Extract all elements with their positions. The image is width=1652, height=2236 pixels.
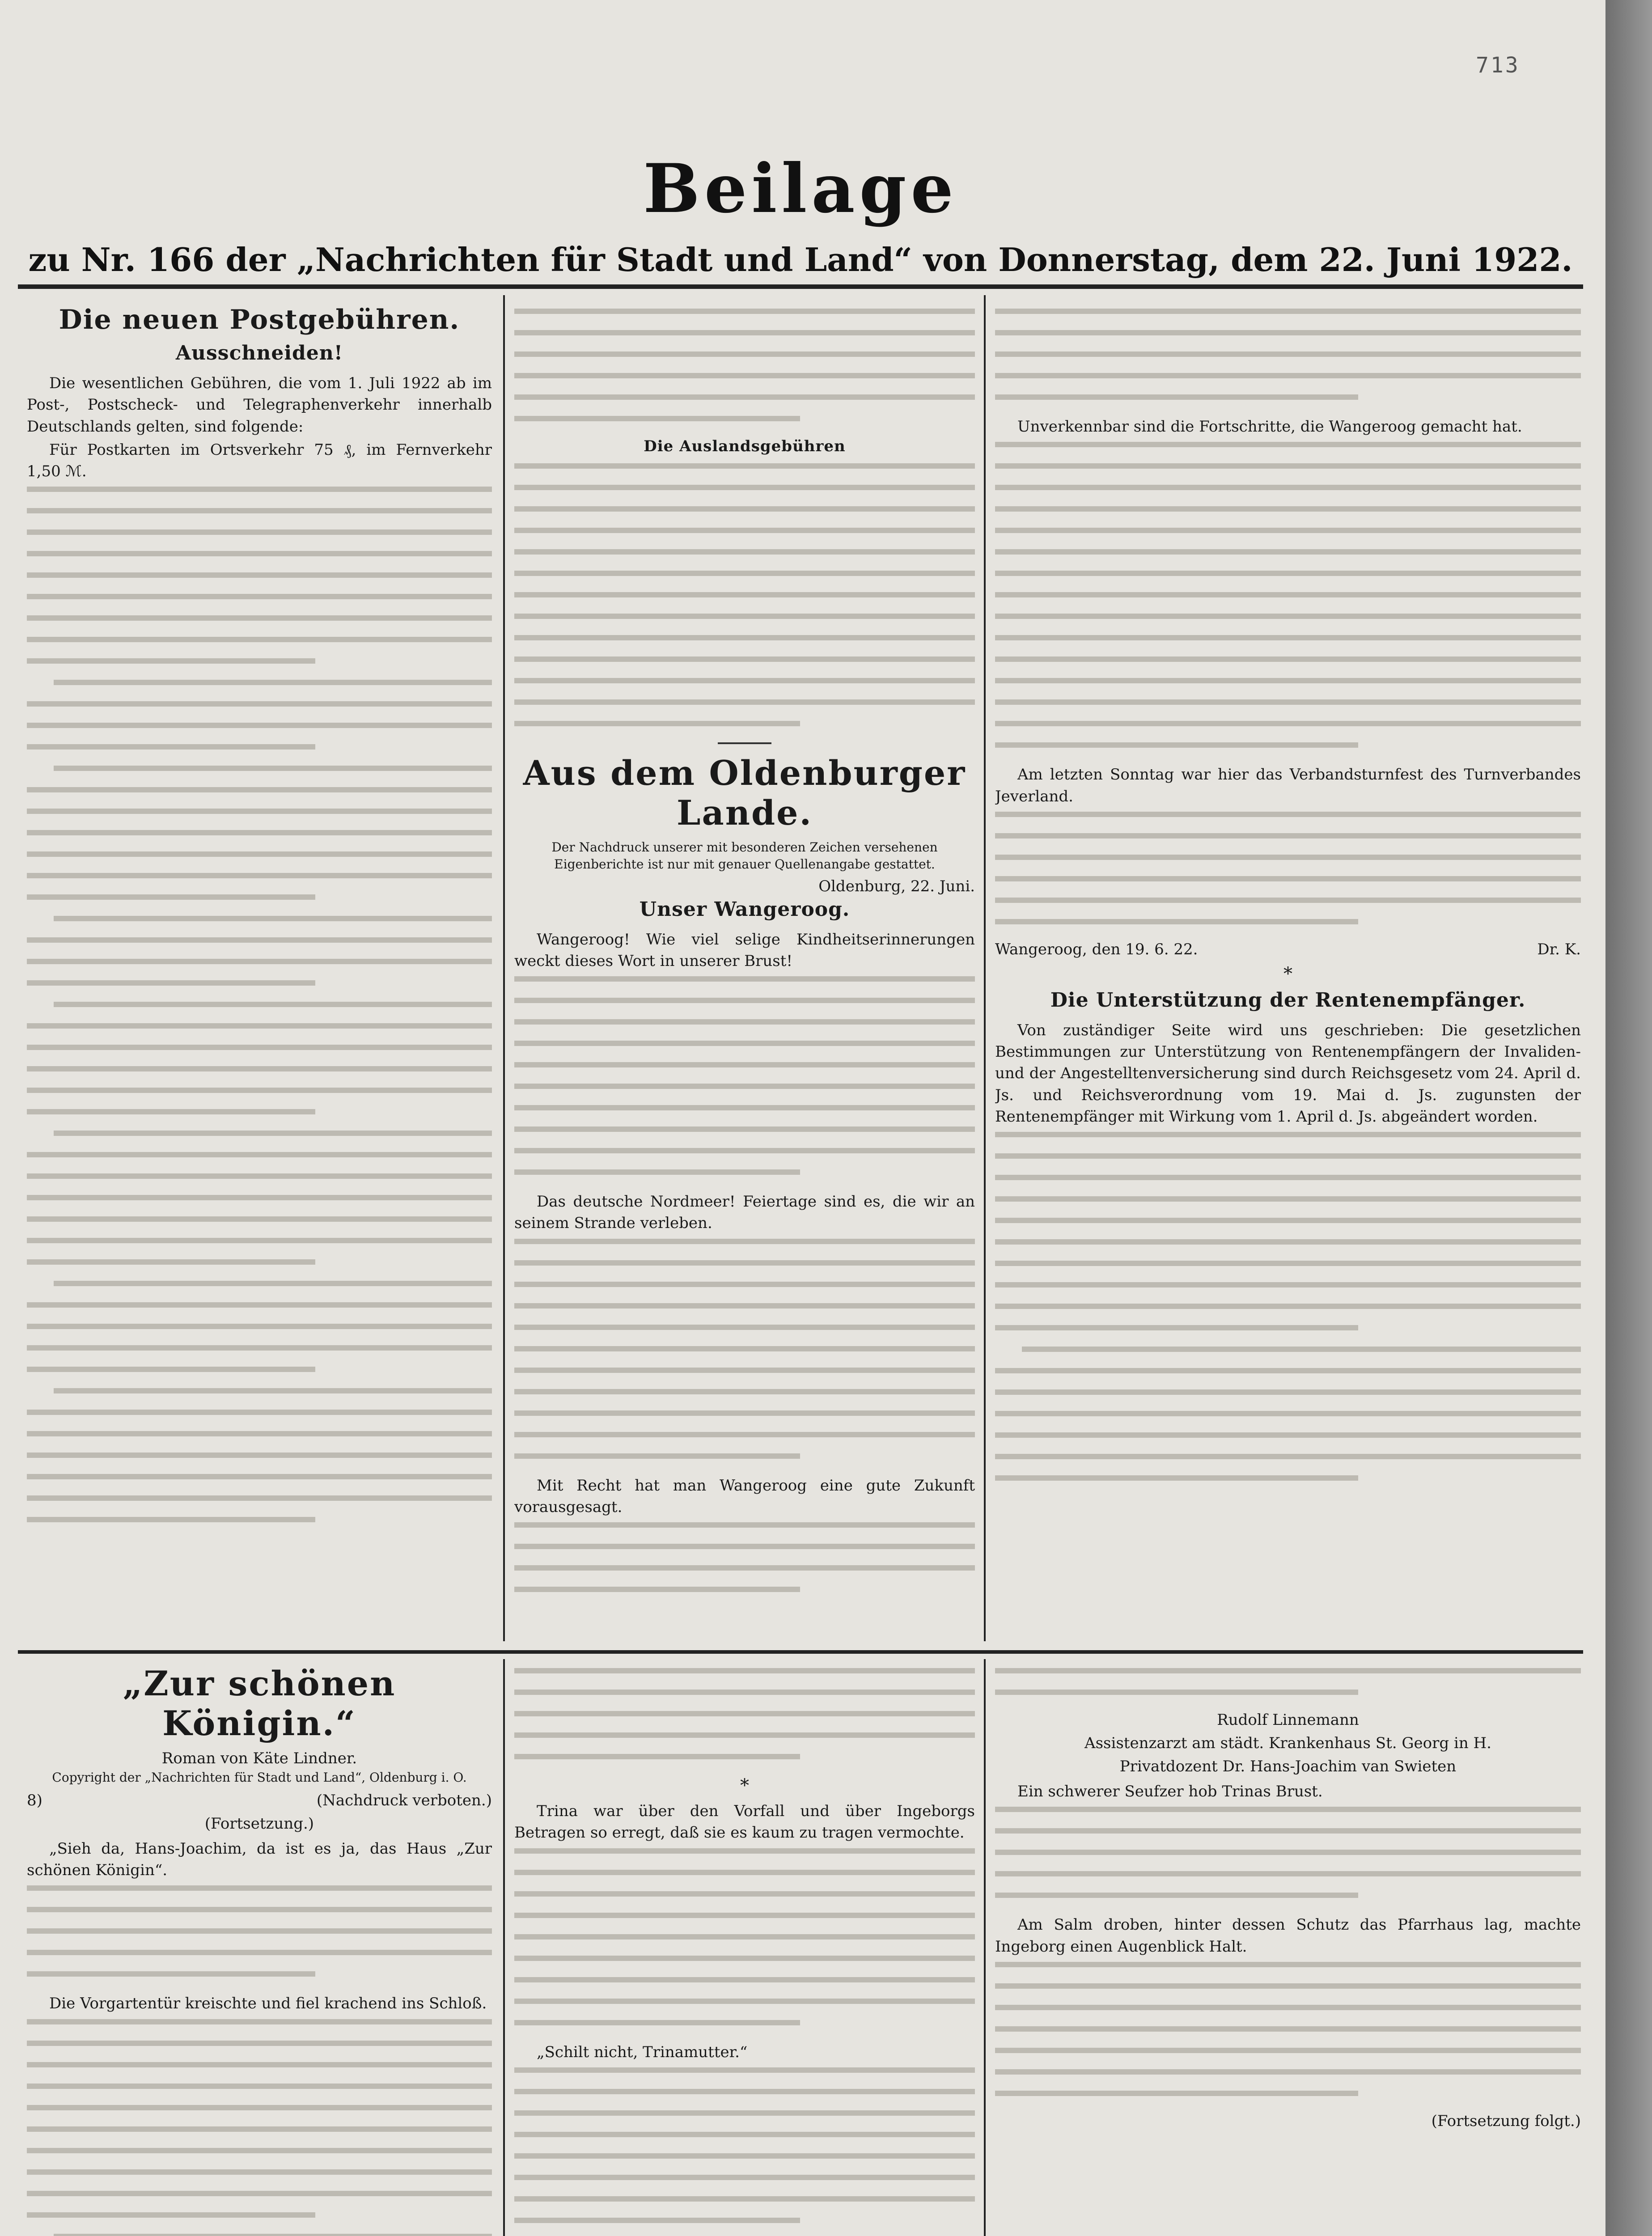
serial-p2: Die Vorgartentür kreischte und fiel krachend ins Schloß. bbox=[49, 1995, 487, 2013]
wangeroog-p4: Unverkennbar sind die Fortschritte, die Wangeroog gemacht hat. bbox=[1017, 418, 1522, 436]
serial-copyright: Copyright der „Nachrichten für Stadt und Land“, Oldenburg i. O. bbox=[52, 1770, 467, 1785]
serial-meta bbox=[27, 1791, 492, 1809]
article-title-postgebuehren: Die neuen Postgebühren. bbox=[59, 304, 460, 335]
body-text-placeholder bbox=[995, 442, 1581, 748]
body-text-placeholder bbox=[995, 1132, 1581, 1481]
serial-fortsetzung-folgt: (Fortsetzung folgt.) bbox=[1431, 2112, 1581, 2130]
serial-p6: Am Salm droben, hinter dessen Schutz das Pfarrhaus lag, machte Ingeborg einen Augenblick Halt. bbox=[995, 1916, 1581, 1956]
serial-nachdruck: (Nachdruck verboten.) bbox=[316, 1791, 492, 1809]
body-text-placeholder bbox=[514, 1522, 975, 1592]
wangeroog-p2: Das deutsche Nordmeer! Feiertage sind es, die wir an seinem Strande verleben. bbox=[514, 1193, 975, 1232]
body-text-placeholder bbox=[514, 1848, 975, 2025]
body-text-placeholder bbox=[995, 812, 1581, 924]
body-text-placeholder bbox=[995, 1962, 1581, 2096]
column-divider-4 bbox=[984, 1659, 986, 2236]
serial-title: „Zur schönen Königin.“ bbox=[123, 1664, 396, 1743]
wangeroog-p3: Mit Recht hat man Wangeroog eine gute Zukunft vorausgesagt. bbox=[514, 1476, 975, 1516]
reprint-note: Der Nachdruck unserer mit besonderen Zeichen versehenen Eigenberichte ist nur mit genauer Quellenangabe gestattet. bbox=[551, 840, 938, 872]
serial-p3: Trina war über den Vorfall und über Ingeborgs Betragen so erregt, daß sie es kaum zu tragen vermochte. bbox=[514, 1802, 975, 1842]
masthead bbox=[27, 149, 1574, 279]
column-roman-2 bbox=[514, 1664, 975, 2236]
divider bbox=[718, 742, 771, 744]
postgebuehren-intro: Die wesentlichen Gebühren, die vom 1. Juli 1922 ab im Post-, Postscheck- und Telegraphenverkehr innerhalb Deutschlands gelten, sind folgende: bbox=[27, 374, 492, 436]
article-title-rentenempfaenger: Die Unterstützung der Rentenempfänger. bbox=[1050, 988, 1526, 1012]
card-name-1: Rudolf Linnemann bbox=[1217, 1711, 1359, 1729]
wangeroog-p5: Am letzten Sonntag war hier das Verbandsturnfest des Turnverbandes Jeverland. bbox=[995, 766, 1581, 805]
section-rule bbox=[18, 1650, 1583, 1654]
separator-star: * bbox=[1283, 963, 1292, 984]
body-text-placeholder bbox=[995, 309, 1581, 400]
body-text-placeholder bbox=[27, 1885, 492, 1977]
rentenempfaenger-p1: Von zuständiger Seite wird uns geschrieben: Die gesetzlichen Bestimmungen zur Unterstützung von Rentenempfängern der Invaliden- und der Angestelltenversicherung sind durch Reichsgesetz vom 24. April d. Js. und Reichsverordnung vom 19. Mai d. Js. zugunsten der Rentenempfänger mit Wirkung vom 1. April d. Js. abgeändert worden. bbox=[995, 1021, 1581, 1126]
serial-p4: „Schilt nicht, Trinamutter.“ bbox=[537, 2043, 748, 2061]
subtitle-auslandsgebuehren: Die Auslandsgebühren bbox=[644, 437, 846, 455]
signature-place-date: Wangeroog, den 19. 6. 22. bbox=[995, 940, 1198, 958]
page-edge bbox=[1605, 0, 1652, 2236]
serial-chapter: 8) bbox=[27, 1791, 42, 1809]
body-text-placeholder bbox=[995, 1668, 1581, 1695]
serial-fortsetzung: (Fortsetzung.) bbox=[204, 1814, 314, 1833]
separator-star: * bbox=[740, 1775, 749, 1796]
masthead-subtitle: zu Nr. 166 der „Nachrichten für Stadt und Land“ von Donnerstag, dem 22. Juni 1922. bbox=[28, 241, 1573, 279]
page-number: 713 bbox=[1476, 53, 1520, 78]
column-divider-1 bbox=[503, 295, 505, 1641]
column-roman-3 bbox=[995, 1664, 1581, 2236]
serial-byline: Roman von Käte Lindner. bbox=[161, 1749, 357, 1767]
body-text-placeholder bbox=[514, 1239, 975, 1459]
article-title-oldenburger: Aus dem Oldenburger Lande. bbox=[523, 753, 966, 833]
column-postgebuehren bbox=[27, 304, 492, 1641]
column-divider-2 bbox=[984, 295, 986, 1641]
body-text-placeholder bbox=[27, 487, 492, 1522]
card-role-1: Assistenzarzt am städt. Krankenhaus St. Georg in H. bbox=[1084, 1734, 1491, 1752]
body-text-placeholder bbox=[514, 2067, 975, 2223]
dateline-oldenburg: Oldenburg, 22. Juni. bbox=[818, 877, 975, 895]
serial-p1: „Sieh da, Hans-Joachim, da ist es ja, das Haus „Zur schönen Königin“. bbox=[27, 1839, 492, 1880]
body-text-placeholder bbox=[995, 1807, 1581, 1898]
body-text-placeholder bbox=[27, 2019, 492, 2236]
serial-p5: Ein schwerer Seufzer hob Trinas Brust. bbox=[1017, 1783, 1323, 1800]
body-text-placeholder bbox=[514, 309, 975, 421]
body-text-placeholder bbox=[514, 976, 975, 1175]
body-text-placeholder bbox=[514, 1668, 975, 1759]
body-text-placeholder bbox=[514, 463, 975, 726]
masthead-title: Beilage bbox=[643, 149, 958, 228]
signature-author: Dr. K. bbox=[1537, 940, 1581, 958]
article-subtitle-ausschneiden: Ausschneiden! bbox=[175, 342, 343, 364]
column-middle bbox=[514, 304, 975, 1641]
column-roman-1 bbox=[27, 1664, 492, 2236]
masthead-rule bbox=[18, 284, 1583, 289]
column-right bbox=[995, 304, 1581, 1641]
card-name-2: Privatdozent Dr. Hans-Joachim van Swieten bbox=[1119, 1757, 1457, 1775]
wangeroog-signature bbox=[995, 940, 1581, 958]
postgebuehren-postkarten: Für Postkarten im Ortsverkehr 75 ₰, im Fernverkehr 1,50 ℳ. bbox=[27, 440, 492, 481]
column-divider-3 bbox=[503, 1659, 505, 2236]
wangeroog-p1: Wangeroog! Wie viel selige Kindheitserinnerungen weckt dieses Wort in unserer Brust! bbox=[514, 930, 975, 970]
article-title-wangeroog: Unser Wangeroog. bbox=[639, 898, 850, 921]
